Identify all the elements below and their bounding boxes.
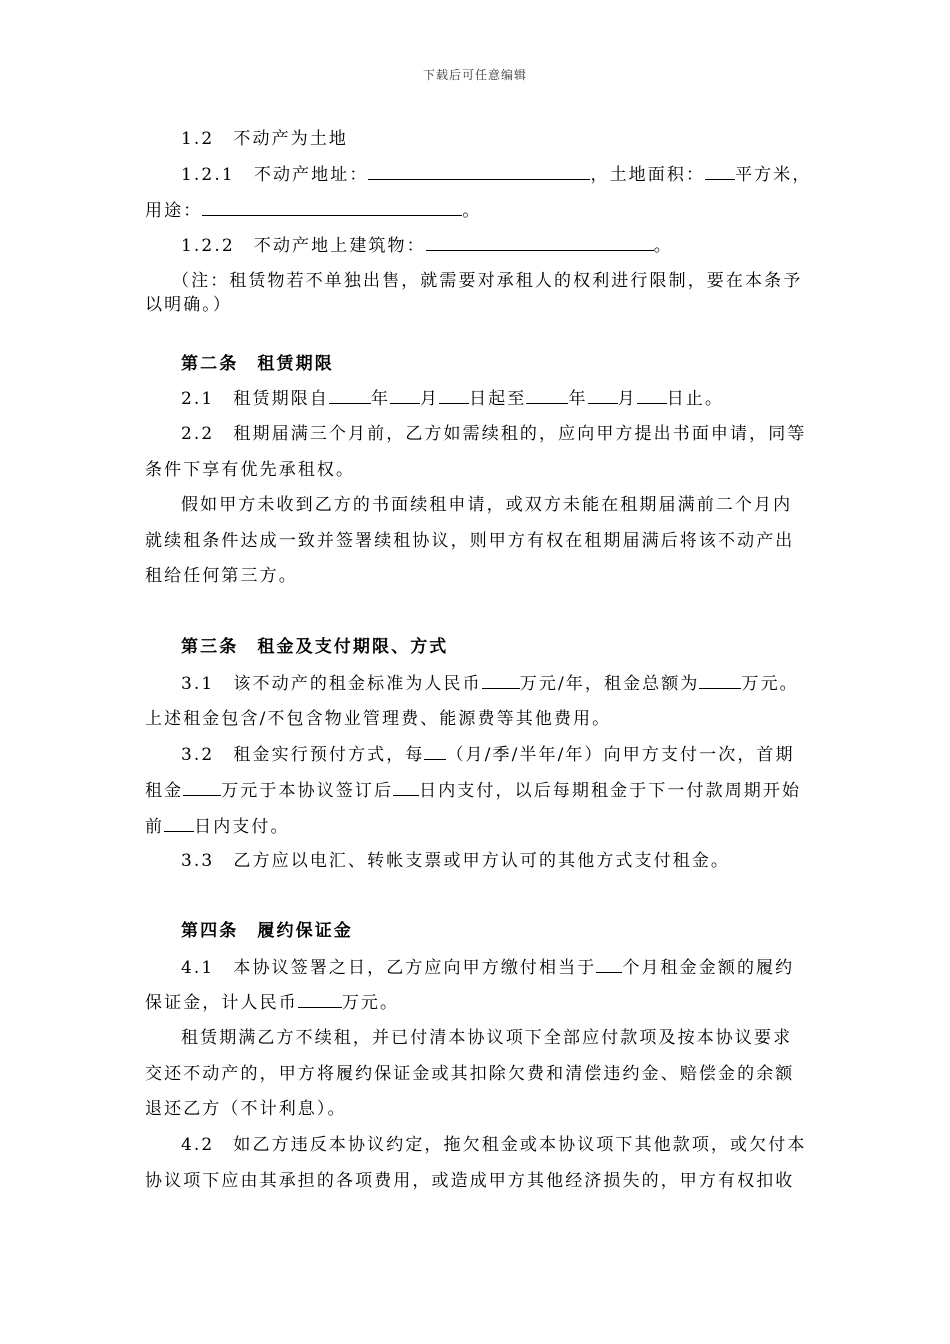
section-3-title: 第三条 租金及支付期限、方式 [181, 637, 449, 657]
clause-1-2-2-label: 1.2.2 不动产地上建筑物： [181, 236, 426, 256]
use-label: 用途： [145, 201, 203, 221]
days-before-blank [164, 815, 194, 832]
months-blank [596, 956, 622, 973]
year-label: 年 [568, 389, 588, 409]
clause-1-2: 1.2 不动产为土地 [181, 129, 349, 149]
clause-1-2-1-use [145, 199, 481, 222]
building-blank [426, 234, 654, 251]
clause-3-2 [181, 743, 795, 766]
land-area-label: ，土地面积： [590, 165, 706, 185]
note-line-2: 以明确。） [145, 295, 232, 315]
prepay-label: 3.2 租金实行预付方式，每 [181, 745, 425, 765]
rent-rate-blank [482, 672, 520, 689]
after-signing-label: 万元于本协议签订后 [221, 781, 394, 801]
period-blank [424, 743, 446, 760]
renewal-para-line-3: 租给任何第三方。 [145, 566, 298, 586]
pay-within-label: 日内支付。 [194, 817, 290, 837]
clause-3-2-line-2 [145, 779, 801, 802]
note-line-1: （注：租赁物若不单独出售，就需要对承租人的权利进行限制，要在本条予 [172, 271, 803, 291]
clause-4-2-line-2: 协议项下应由其承担的各项费用，或造成甲方其他经济损失的，甲方有权扣收 [145, 1171, 795, 1191]
deposit-label: 4.1 本协议签署之日，乙方应向甲方缴付相当于 [181, 958, 597, 978]
month-label: 月 [617, 389, 637, 409]
term-from-label: 2.1 租赁期限自 [181, 389, 329, 409]
clause-2-2-line-2: 条件下享有优先承租权。 [145, 460, 356, 480]
first-rent-blank [183, 779, 221, 796]
clause-2-1 [181, 387, 724, 410]
unit-label: 万元。 [341, 993, 400, 1013]
year-label: 年 [370, 389, 391, 409]
clause-3-1-line-2: 上述租金包含/不包含物业管理费、能源费等其他费用。 [145, 709, 612, 729]
month-label: 月 [420, 389, 440, 409]
end-month-blank [588, 387, 618, 404]
unit-label: 万元。 [741, 674, 799, 694]
period-options-label: （月/季/半年/年）向甲方支付一次，首期 [446, 745, 795, 765]
start-day-blank [439, 387, 469, 404]
clause-4-2-line-1: 4.2 如乙方违反本协议约定，拖欠租金或本协议项下其他款项，或欠付本 [181, 1135, 807, 1155]
rent-total-blank [699, 672, 741, 689]
clause-1-2-1 [181, 163, 811, 186]
renewal-para-line-1: 假如甲方未收到乙方的书面续租申请，或双方未能在租期届满前二个月内 [181, 495, 793, 515]
section-2-title: 第二条 租赁期限 [181, 354, 334, 374]
start-month-blank [390, 387, 420, 404]
end-label: 日止。 [666, 389, 724, 409]
clause-4-1-line-2 [145, 991, 399, 1014]
clause-4-1 [181, 956, 794, 979]
refund-para-line-1: 租赁期满乙方不续租，并已付清本协议项下全部应付款项及按本协议要求 [181, 1028, 793, 1048]
before-label: 前 [145, 817, 165, 837]
end-year-blank [526, 387, 568, 404]
subsequent-label: 日内支付，以后每期租金于下一付款周期开始 [419, 781, 802, 801]
period: 。 [462, 201, 482, 221]
refund-para-line-2: 交还不动产的，甲方将履约保证金或其扣除欠费和清偿违约金、赔偿金的余额 [145, 1064, 795, 1084]
period: 。 [653, 236, 673, 256]
start-year-blank [329, 387, 371, 404]
square-meter-label: 平方米， [735, 165, 812, 185]
clause-2-2-line-1: 2.2 租期届满三个月前，乙方如需续租的，应向甲方提出书面申请，同等 [181, 424, 807, 444]
rent-standard-label: 3.1 该不动产的租金标准为人民币 [181, 674, 482, 694]
use-blank [202, 199, 462, 216]
section-4-title: 第四条 履约保证金 [181, 921, 353, 941]
clause-3-1 [181, 672, 799, 695]
end-day-blank [637, 387, 667, 404]
until-label: 日起至 [469, 389, 527, 409]
deposit-months-label: 个月租金金额的履约 [622, 958, 795, 978]
rent-total-label: 万元/年，租金总额为 [519, 674, 700, 694]
address-blank [368, 163, 590, 180]
renewal-para-line-2: 就续租条件达成一致并签署续租协议，则甲方有权在租期届满后将该不动产出 [145, 531, 795, 551]
rent-label: 租金 [145, 781, 184, 801]
clause-1-2-2 [181, 234, 673, 257]
refund-para-line-3: 退还乙方（不计利息）。 [145, 1099, 347, 1119]
days-blank [393, 779, 419, 796]
clause-3-3: 3.3 乙方应以电汇、转帐支票或甲方认可的其他方式支付租金。 [181, 851, 731, 871]
page-header: 下载后可任意编辑 [422, 68, 527, 82]
clause-3-2-line-3 [145, 815, 290, 838]
deposit-amount-blank [298, 991, 342, 1008]
deposit-amount-label: 保证金，计人民币 [145, 993, 298, 1013]
area-blank [705, 163, 735, 180]
clause-1-2-1-label: 1.2.1 不动产地址： [181, 165, 369, 185]
